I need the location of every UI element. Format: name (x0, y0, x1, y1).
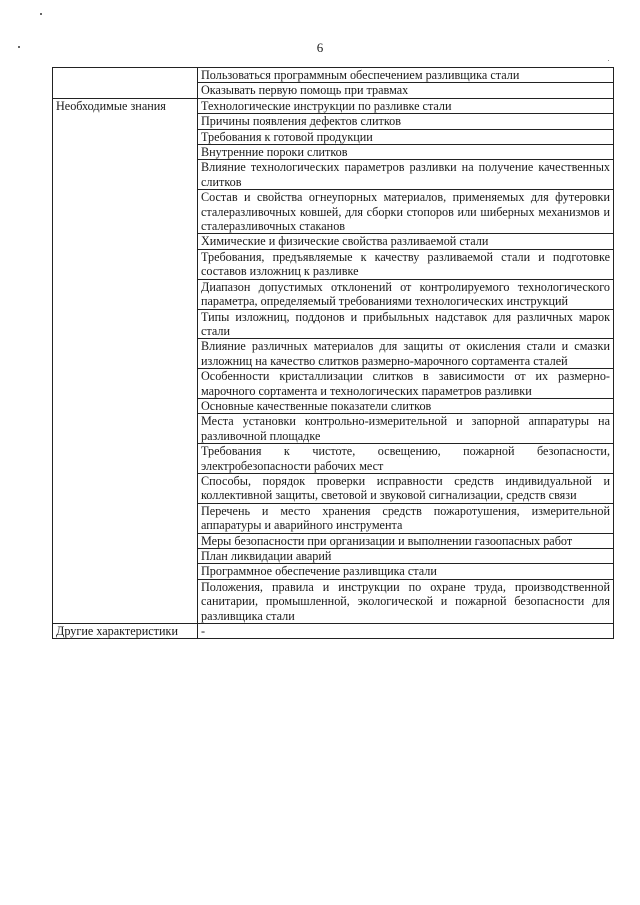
page-number: 6 (316, 40, 324, 55)
table-row (53, 624, 614, 639)
table-cell: Перечень и место хранения средств пожаротушения, измерительной аппаратуры и аварийного инструмента (198, 503, 614, 533)
table-cell: Требования, предъявляемые к качеству разливаемой стали и подготовке составов изложниц к разливке (198, 249, 614, 279)
scan-speck (608, 60, 609, 61)
table-cell: Меры безопасности при организации и выполнении газоопасных работ (198, 533, 614, 548)
table-cell: Типы изложниц, поддонов и прибыльных надставок для различных марок стали (198, 309, 614, 339)
table-cell: Состав и свойства огнеупорных материалов, применяемых для футеровки сталеразливочных ковшей, для сборки стопоров или шиберных механизмов и сталеразливочных стаканов (198, 190, 614, 234)
table-cell: Диапазон допустимых отклонений от контролируемого технологического параметра, определяемый требованиями технологических инструкций (198, 279, 614, 309)
table-cell: Требования к чистоте, освещению, пожарной безопасности, электробезопасности рабочих мест (198, 444, 614, 474)
table-cell: Внутренние пороки слитков (198, 145, 614, 160)
table-cell: План ликвидации аварий (198, 549, 614, 564)
continuation-label-cell (53, 68, 198, 99)
table-cell: Способы, порядок проверки исправности средств индивидуальной и коллективной защиты, световой и звуковой сигнализации, средств связи (198, 473, 614, 503)
table-cell: Технологические инструкции по разливке стали (198, 98, 614, 113)
table-cell: Влияние различных материалов для защиты от окисления стали и смазки изложниц на качество слитков размерно-марочного сортамента сталей (198, 339, 614, 369)
table-cell: Основные качественные показатели слитков (198, 398, 614, 413)
table-cell: Химические и физические свойства разливаемой стали (198, 234, 614, 249)
table-cell: Места установки контрольно-измерительной и запорной аппаратуры на разливочной площадке (198, 414, 614, 444)
table-cell: Пользоваться программным обеспечением разливщика стали (198, 68, 614, 83)
table-cell: Причины появления дефектов слитков (198, 114, 614, 129)
table-cell: Положения, правила и инструкции по охране труда, производственной санитарии, промышленной, экологической и пожарной безопасности для разливщика стали (198, 579, 614, 623)
table-cell: Программное обеспечение разливщика стали (198, 564, 614, 579)
scan-speck (40, 13, 42, 15)
table-cell: Влияние технологических параметров разливки на получение качественных слитков (198, 160, 614, 190)
table-cell: Особенности кристаллизации слитков в зависимости от их размерно-марочного сортамента и технологических параметров разливки (198, 369, 614, 399)
requirements-table-body (53, 68, 614, 639)
table-cell: - (198, 624, 614, 639)
knowledge-label-cell: Необходимые знания (53, 98, 198, 623)
other-label-cell: Другие характеристики (53, 624, 198, 639)
table-row (53, 68, 614, 83)
requirements-table (52, 67, 614, 639)
table-row (53, 98, 614, 113)
table-cell: Требования к готовой продукции (198, 129, 614, 144)
table-cell: Оказывать первую помощь при травмах (198, 83, 614, 98)
